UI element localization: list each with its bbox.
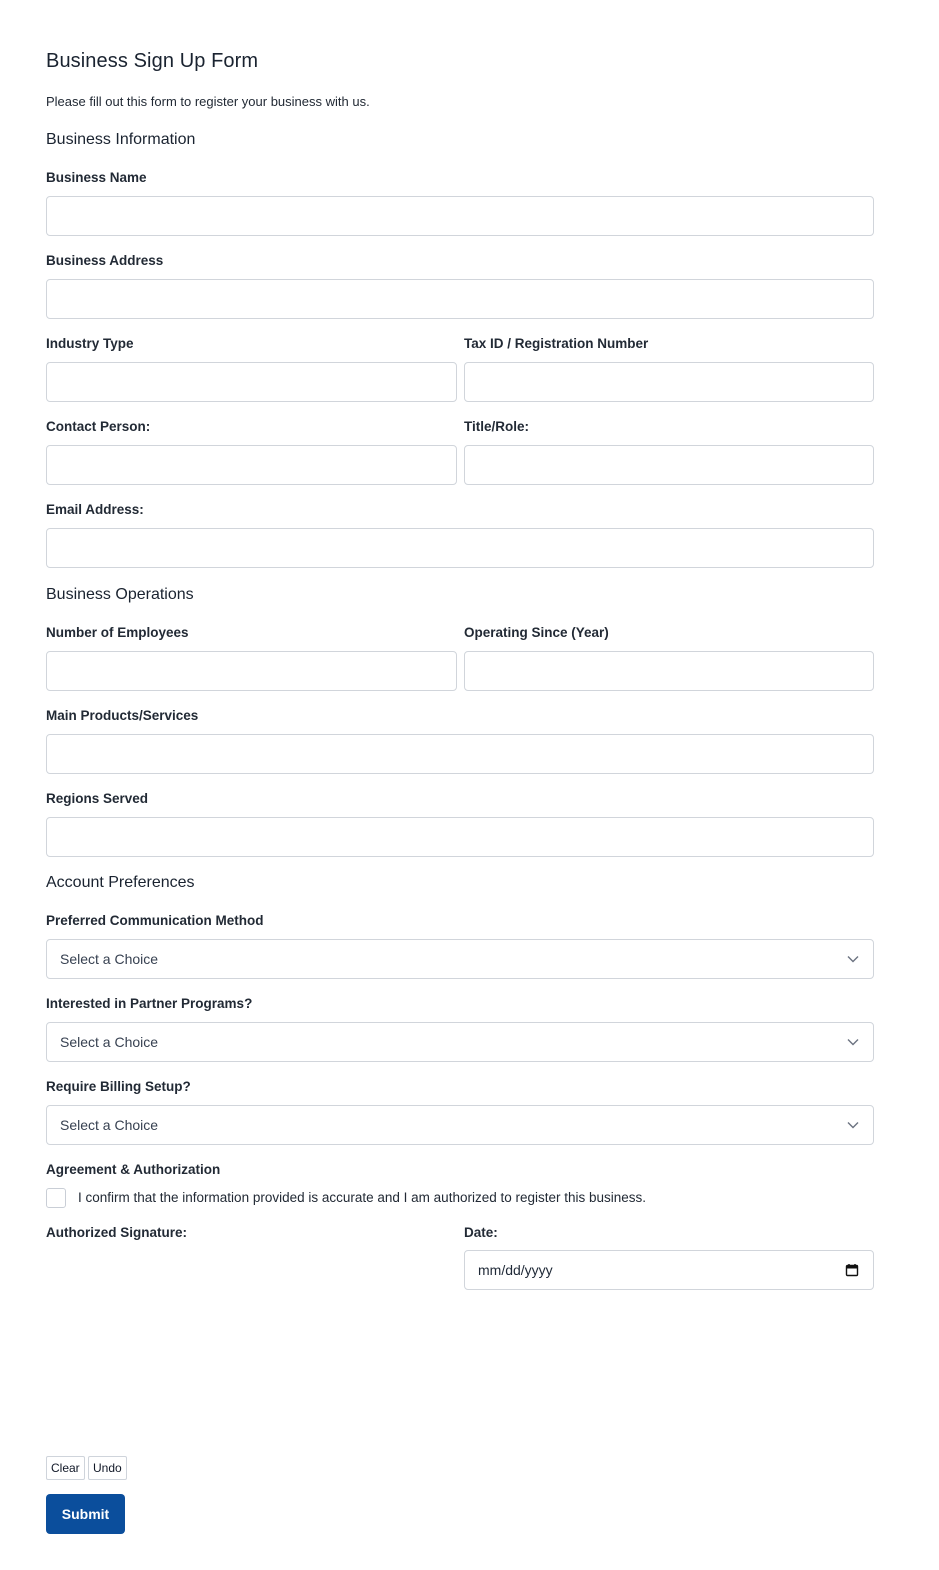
chevron-down-icon <box>847 955 859 963</box>
communication-label: Preferred Communication Method <box>46 913 264 928</box>
signature-label: Authorized Signature: <box>46 1225 187 1240</box>
employees-label: Number of Employees <box>46 625 189 640</box>
regions-input[interactable] <box>46 817 874 857</box>
industry-type-label: Industry Type <box>46 336 134 351</box>
tax-id-input[interactable] <box>464 362 874 402</box>
section-title-business-operations: Business Operations <box>46 586 194 603</box>
billing-select[interactable] <box>46 1105 874 1145</box>
contact-person-input[interactable] <box>46 445 457 485</box>
date-input[interactable] <box>464 1250 874 1290</box>
tax-id-label: Tax ID / Registration Number <box>464 336 649 351</box>
agreement-checkbox[interactable] <box>46 1188 66 1208</box>
regions-label: Regions Served <box>46 791 149 806</box>
signature-pad[interactable] <box>46 1252 446 1442</box>
date-label: Date: <box>464 1225 498 1240</box>
products-input[interactable] <box>46 734 874 774</box>
products-label: Main Products/Services <box>46 708 199 723</box>
business-name-input[interactable] <box>46 196 874 236</box>
submit-button[interactable]: Submit <box>46 1494 125 1534</box>
form-description: Please fill out this form to register your business with us. <box>46 94 370 109</box>
chevron-down-icon <box>847 1038 859 1046</box>
partner-select[interactable] <box>46 1022 874 1062</box>
calendar-icon[interactable] <box>845 1263 859 1277</box>
contact-person-label: Contact Person: <box>46 419 151 434</box>
section-title-account-preferences: Account Preferences <box>46 874 195 891</box>
business-name-label: Business Name <box>46 170 147 185</box>
date-placeholder: mm/dd/yyyy <box>478 1262 553 1278</box>
section-title-business-information: Business Information <box>46 131 196 148</box>
billing-label: Require Billing Setup? <box>46 1079 191 1094</box>
partner-select-value: Select a Choice <box>60 1034 159 1050</box>
email-input[interactable] <box>46 528 874 568</box>
title-role-input[interactable] <box>464 445 874 485</box>
business-address-label: Business Address <box>46 253 164 268</box>
industry-type-input[interactable] <box>46 362 457 402</box>
page-title: Business Sign Up Form <box>46 50 259 72</box>
employees-input[interactable] <box>46 651 457 691</box>
undo-signature-button[interactable]: Undo <box>88 1456 127 1480</box>
operating-since-label: Operating Since (Year) <box>464 625 609 640</box>
communication-select[interactable] <box>46 939 874 979</box>
billing-select-value: Select a Choice <box>60 1117 159 1133</box>
operating-since-input[interactable] <box>464 651 874 691</box>
chevron-down-icon <box>847 1121 859 1129</box>
communication-select-value: Select a Choice <box>60 951 159 967</box>
title-role-label: Title/Role: <box>464 419 530 434</box>
agreement-checkbox-label: I confirm that the information provided is accurate and I am authorized to register this business. <box>78 1190 647 1205</box>
agreement-title: Agreement & Authorization <box>46 1162 221 1177</box>
clear-signature-button[interactable]: Clear <box>46 1456 85 1480</box>
partner-label: Interested in Partner Programs? <box>46 996 253 1011</box>
email-label: Email Address: <box>46 502 144 517</box>
business-address-input[interactable] <box>46 279 874 319</box>
